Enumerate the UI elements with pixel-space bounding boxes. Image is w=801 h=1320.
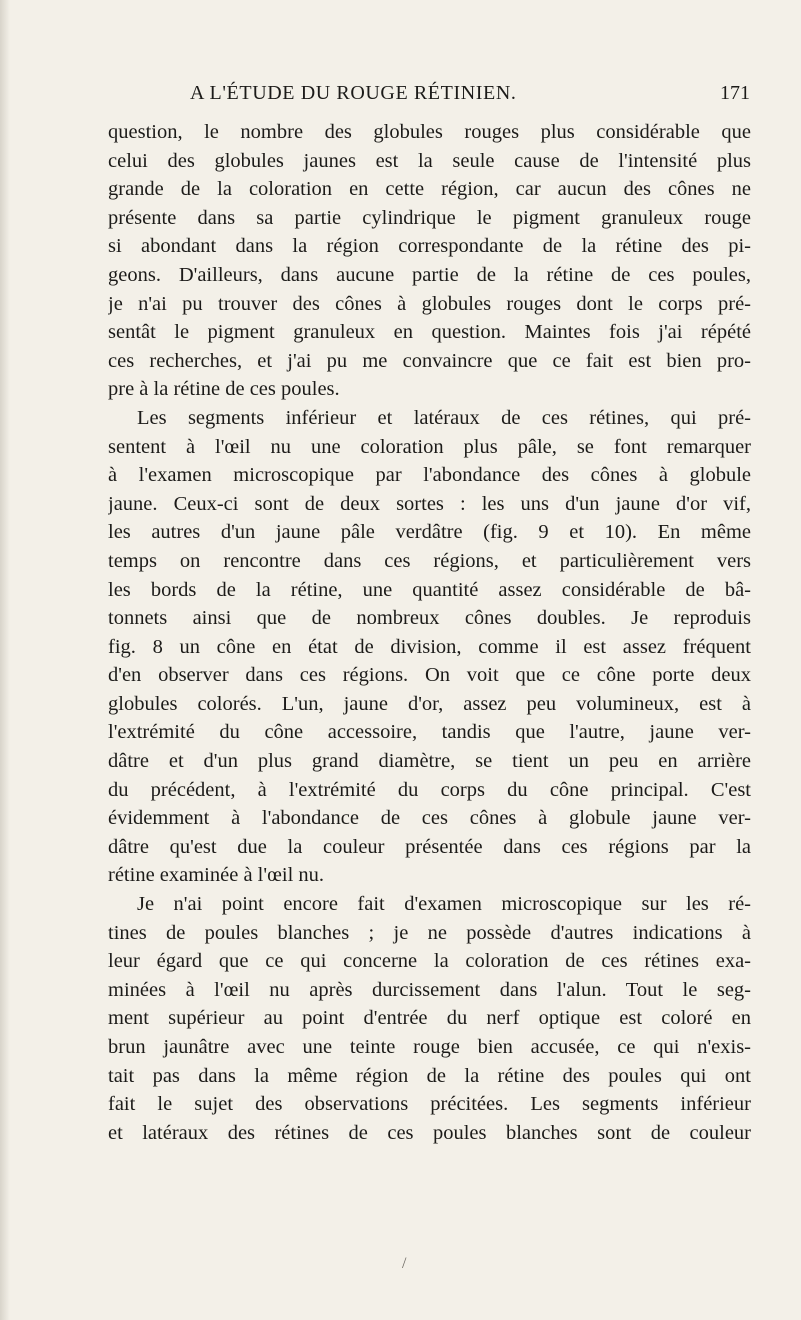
text-line: les bords de la rétine, une quantité assez considérable de bâ- [108,578,751,601]
text-line: tines de poules blanches ; je ne possède d'autres indications à [108,921,751,944]
text-line: tait pas dans la même région de la rétine des poules qui ont [108,1064,751,1087]
text-line: présente dans sa partie cylindrique le pigment granuleux rouge [108,206,751,229]
running-head [110,82,750,110]
body-text [108,118,751,1147]
text-line: si abondant dans la région correspondante de la rétine des pi- [108,235,751,258]
paragraph-end-line: pre à la rétine de ces poules. [108,378,340,401]
text-line: dâtre qu'est due la couleur présentée dans ces régions par la [108,835,751,858]
text-line: sentent à l'œil nu une coloration plus pâle, se font remarquer [108,435,751,458]
paragraph-start-line: Les segments inférieur et latéraux de ces rétines, qui pré- [137,406,751,429]
text-line: les autres d'un jaune pâle verdâtre (fig. 9 et 10). En même [108,521,751,544]
text-line: ces recherches, et j'ai pu me convaincre que ce fait est bien pro- [108,349,751,372]
text-line: sentât le pigment granuleux en question. Maintes fois j'ai répété [108,321,751,344]
text-line: temps on rencontre dans ces régions, et particulièrement vers [108,549,751,572]
text-line: tonnets ainsi que de nombreux cônes doubles. Je reproduis [108,607,751,630]
text-line: globules colorés. L'un, jaune d'or, assez peu volumineux, est à [108,692,751,715]
text-line: d'en observer dans ces régions. On voit que ce cône porte deux [108,664,751,687]
paragraph-end-line: rétine examinée à l'œil nu. [108,864,325,887]
text-line: jaune. Ceux-ci sont de deux sortes : les uns d'un jaune d'or vif, [108,492,751,515]
text-line: ment supérieur au point d'entrée du nerf optique est coloré en [108,1007,751,1030]
text-line: dâtre et d'un plus grand diamètre, se tient un peu en arrière [108,750,751,773]
text-line: je n'ai pu trouver des cônes à globules rouges dont le corps pré- [108,292,751,315]
text-line: et latéraux des rétines de ces poules blanches sont de couleur [108,1121,751,1144]
text-line: question, le nombre des globules rouges plus considérable que [108,121,751,143]
text-line: l'extrémité du cône accessoire, tandis que l'autre, jaune ver- [108,721,751,744]
text-line: fig. 8 un cône en état de division, comme il est assez fréquent [108,635,751,658]
text-line: geons. D'ailleurs, dans aucune partie de la rétine de ces poules, [108,263,751,286]
text-line: évidemment à l'abondance de ces cônes à globule jaune ver- [108,807,751,830]
paragraph-start-line: Je n'ai point encore fait d'examen microscopique sur les ré- [137,893,751,916]
text-line: du précédent, à l'extrémité du corps du cône principal. C'est [108,778,751,801]
stray-mark: / [402,1255,407,1272]
text-line: fait le sujet des observations précitées. Les segments inférieur [108,1093,751,1116]
text-line: minées à l'œil nu après durcissement dans l'alun. Tout le seg- [108,978,751,1001]
text-line: grande de la coloration en cette région, car aucun des cônes ne [108,178,751,201]
gutter-shadow [0,0,10,1320]
running-title: A L'ÉTUDE DU ROUGE RÉTINIEN. [190,82,517,104]
text-line: à l'examen microscopique par l'abondance des cônes à globule [108,464,751,487]
text-line: brun jaunâtre avec une teinte rouge bien accusée, ce qui n'exis- [108,1036,751,1058]
text-line: leur égard que ce qui concerne la coloration de ces rétines exa- [108,950,751,973]
page-number: 171 [720,82,750,104]
text-line: celui des globules jaunes est la seule cause de l'intensité plus [108,149,751,172]
